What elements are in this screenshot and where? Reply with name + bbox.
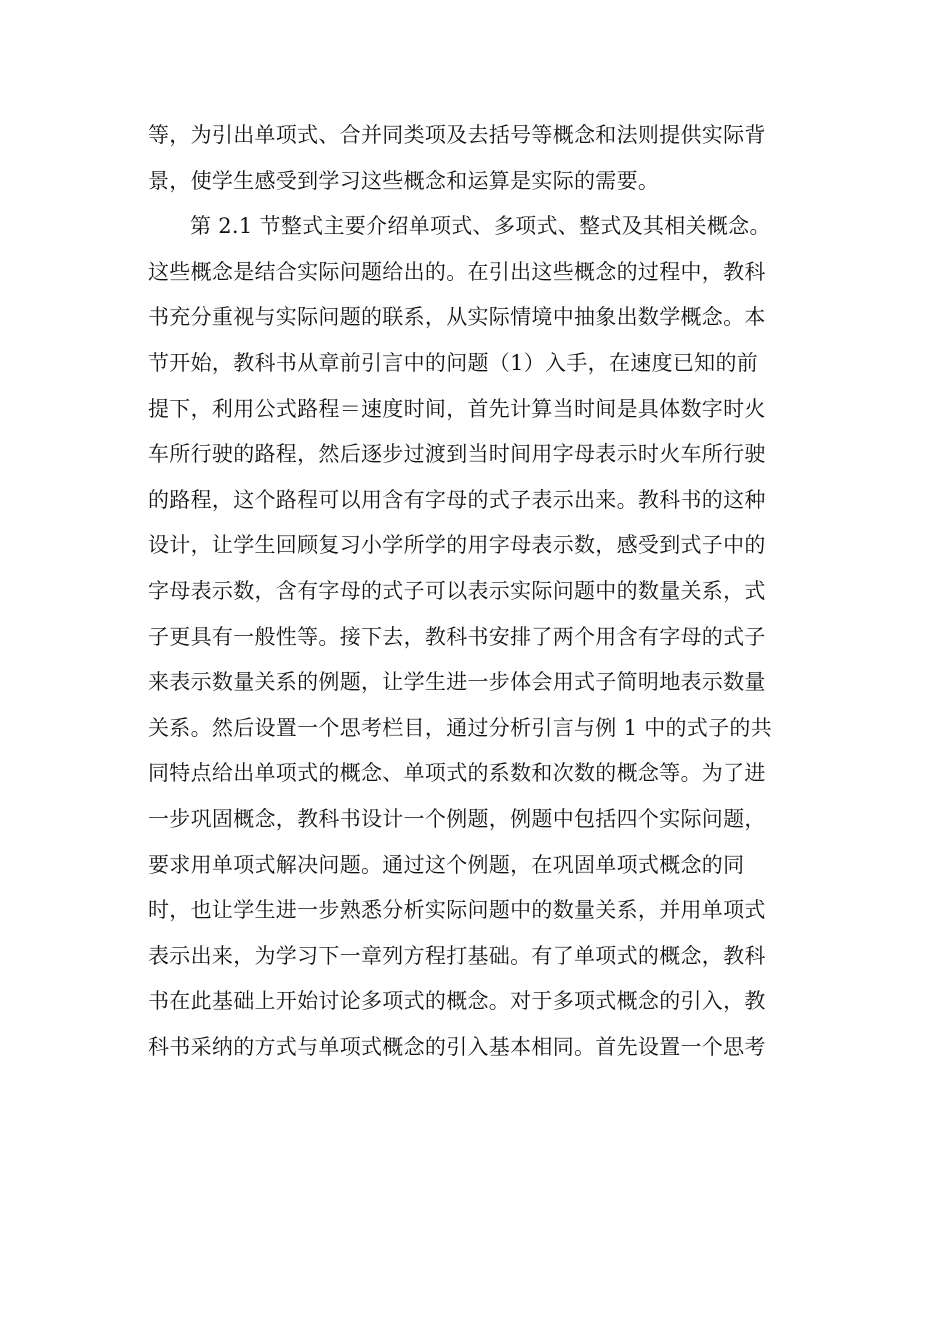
text-line: 字母表示数，含有字母的式子可以表示实际问题中的数量关系，式 [148,578,766,603]
text-line: 时，也让学生进一步熟悉分析实际问题中的数量关系，并用单项式 [148,898,766,923]
text-line: 同特点给出单项式的概念、单项式的系数和次数的概念等。为了进 [148,761,766,786]
text-line: 景，使学生感受到学习这些概念和运算是实际的需要。 [148,168,660,193]
text-line: 车所行驶的路程，然后逐步过渡到当时间用字母表示时火车所行驶 [148,442,766,467]
text-line: 节开始，教科书从章前引言中的问题（1）入手，在速度已知的前 [148,350,759,375]
text-line: 来表示数量关系的例题，让学生进一步体会用式子简明地表示数量 [148,670,766,695]
text-line: 这些概念是结合实际问题给出的。在引出这些概念的过程中，教科 [148,259,766,284]
text-line: 一步巩固概念，教科书设计一个例题，例题中包括四个实际问题， [148,806,766,831]
text-line: 科书采纳的方式与单项式概念的引入基本相同。首先设置一个思考 [148,1034,766,1059]
text-line: 子更具有一般性等。接下去，教科书安排了两个用含有字母的式子 [148,624,766,649]
text-line: 要求用单项式解决问题。通过这个例题，在巩固单项式概念的同 [148,852,745,877]
body-text [148,113,808,1070]
text-line: 的路程，这个路程可以用含有字母的式子表示出来。教科书的这种 [148,487,766,512]
text-line: 等，为引出单项式、合并同类项及去括号等概念和法则提供实际背 [148,123,766,147]
text-line: 关系。然后设置一个思考栏目，通过分析引言与例 1 中的式子的共 [148,715,773,740]
text-line: 设计，让学生回顾复习小学所学的用字母表示数，感受到式子中的 [148,533,766,558]
paragraph-start-line: 第 2.1 节整式主要介绍单项式、多项式、整式及其相关概念。 [190,214,771,239]
text-line: 表示出来，为学习下一章列方程打基础。有了单项式的概念，教科 [148,943,766,968]
text-line: 书在此基础上开始讨论多项式的概念。对于多项式概念的引入，教 [148,989,766,1014]
text-line: 提下，利用公式路程＝速度时间，首先计算当时间是具体数字时火 [148,396,766,421]
text-line: 书充分重视与实际问题的联系，从实际情境中抽象出数学概念。本 [148,305,766,330]
